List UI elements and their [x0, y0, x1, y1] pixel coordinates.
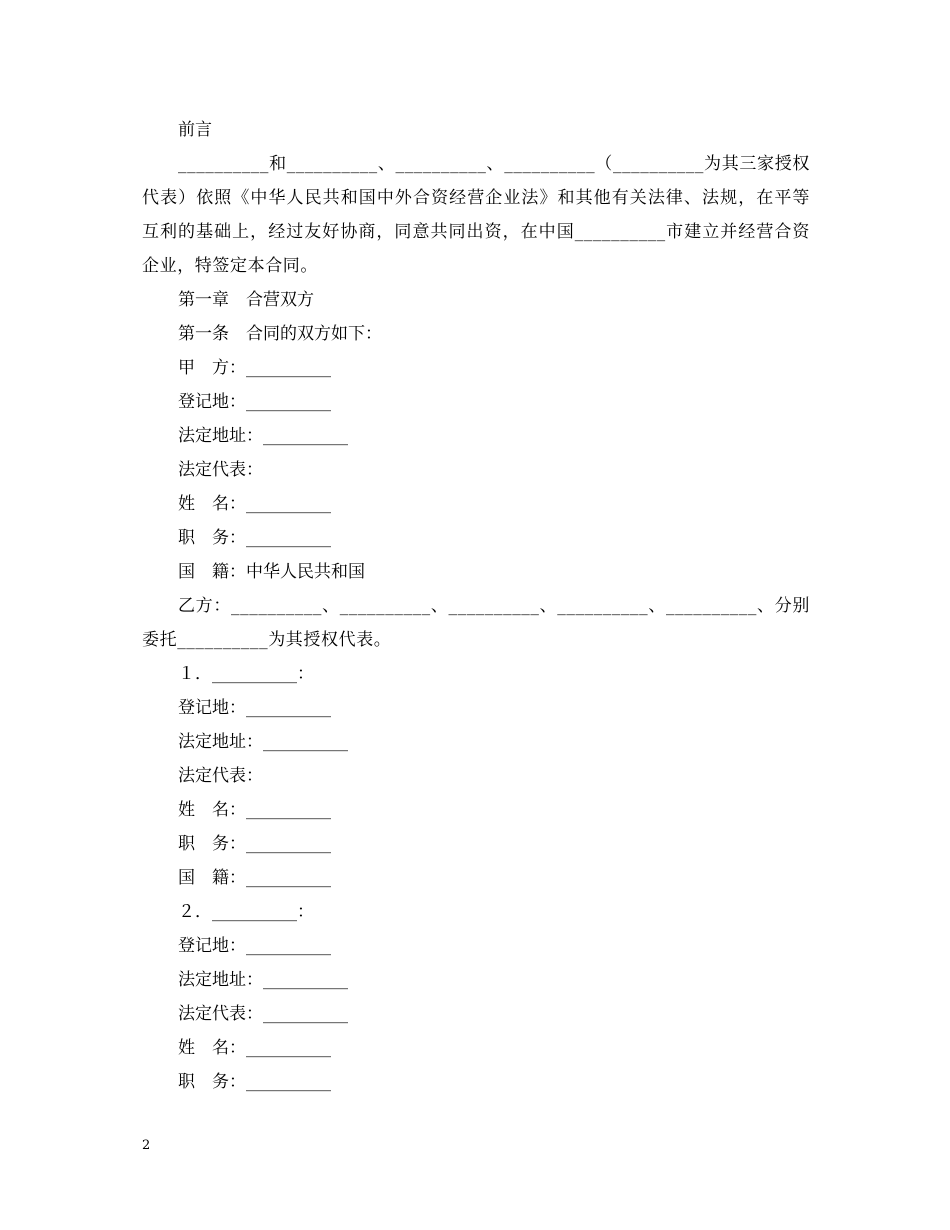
- party-a-registration: 登记地：__________: [178, 392, 331, 412]
- party-b1-rep-name: 姓 名：__________: [178, 800, 331, 820]
- party-b1-registration: 登记地：__________: [178, 698, 331, 718]
- party-b1-legal-rep: 法定代表：: [178, 766, 263, 786]
- party-a-rep-nationality: 国 籍：中华人民共和国: [178, 562, 365, 582]
- party-b2-rep-name: 姓 名：__________: [178, 1038, 331, 1058]
- party-a-legal-address: 法定地址：__________: [178, 426, 348, 446]
- party-b1-heading: １．__________：: [178, 664, 314, 684]
- party-a-legal-rep: 法定代表：: [178, 460, 263, 480]
- page-number: 2: [142, 1138, 151, 1153]
- party-b2-rep-title: 职 务：__________: [178, 1072, 331, 1092]
- chapter-heading: 第一章 合营双方: [178, 290, 314, 310]
- preface-heading: 前言: [178, 120, 212, 140]
- party-b1-legal-address: 法定地址：__________: [178, 732, 348, 752]
- party-b-paragraph: 乙方：__________、__________、__________、__________、__________、分别委托__________为其授权代表。: [142, 596, 810, 650]
- party-b2-registration: 登记地：__________: [178, 936, 331, 956]
- party-b1-rep-nationality: 国 籍：__________: [178, 868, 331, 888]
- party-b2-legal-rep: 法定代表：__________: [178, 1004, 348, 1024]
- article-heading: 第一条 合同的双方如下：: [178, 324, 382, 344]
- party-b2-legal-address: 法定地址：__________: [178, 970, 348, 990]
- preface-paragraph: __________和__________、__________、__________（__________为其三家授权代表）依照《中华人民共和国中外合资经营企业法》和其他有关法律、法规，在平等互利的基础上，经过友好协商，同意共同出资，在中国__________市建立并经营合资企业，特签定本合同。: [142, 154, 810, 276]
- party-a-rep-title: 职 务：__________: [178, 528, 331, 548]
- document-body: [142, 113, 810, 1099]
- party-b1-rep-title: 职 务：__________: [178, 834, 331, 854]
- party-a-rep-name: 姓 名：__________: [178, 494, 331, 514]
- party-a-name: 甲 方：__________: [178, 358, 331, 378]
- party-b2-heading: ２．__________：: [178, 902, 314, 922]
